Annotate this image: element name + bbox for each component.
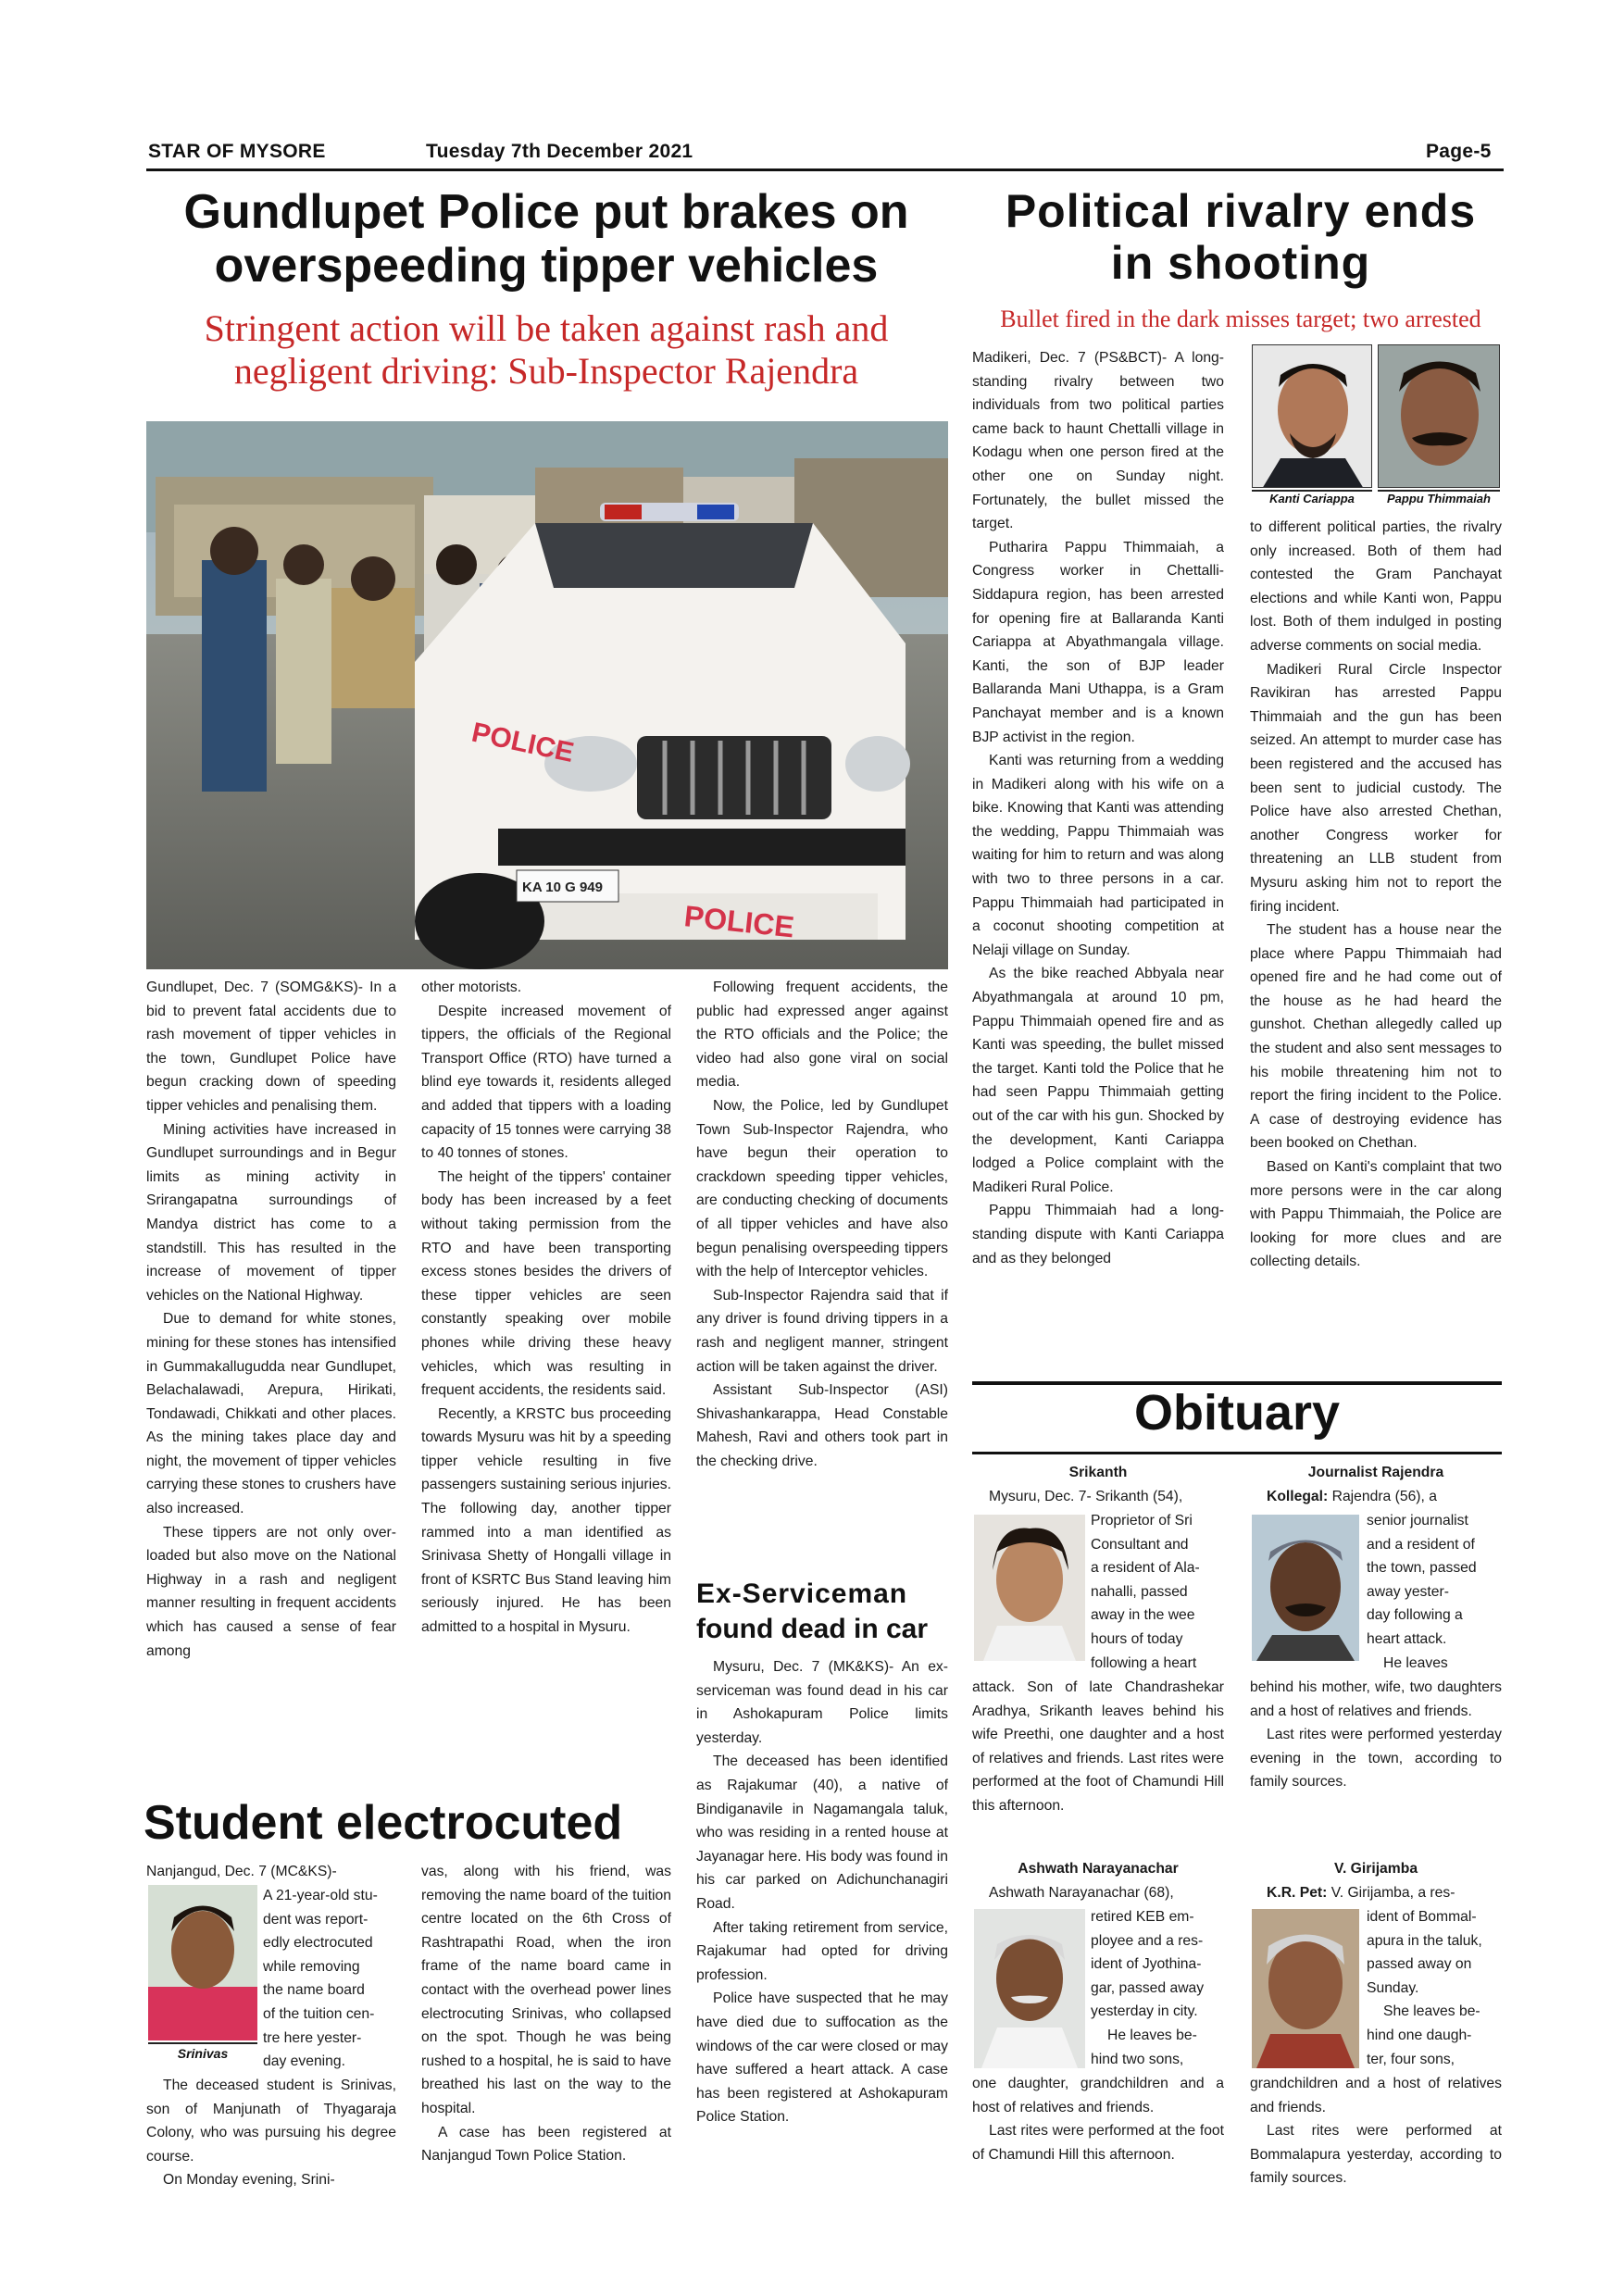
paragraph: After taking retirement from service, Rajakumar had opted for driving profession.	[696, 1919, 948, 1983]
obit-srikanth-rest: attack. Son of late Chandrashekar Aradhya, Srikanth leaves behind his wife Preethi, one daughter and a host of relatives and friends. Last rites were performed at the foot of Chamundi Hill this afternoon.	[972, 1679, 1224, 1814]
jeep-number-plate: KA 10 G 949	[522, 880, 603, 895]
student-body-col2	[421, 1860, 671, 2168]
paragraph: vas, along with his friend, was removing the name board of the tuition centre located on the 6th Cross of Rashtrapathi Road, when the iron frame of the name board came in contact with the overhead power lines electrocuting Srinivas, who collapsed on the spot. Though he was being rushed to a hospital, he is said to have breathed his last on the way to the hospital.	[421, 1864, 671, 2116]
exservice-headline: Ex-Serviceman found dead in car	[696, 1578, 929, 1644]
line: a resident of Ala-	[1091, 1560, 1200, 1577]
paragraph: Putharira Pappu Thimmaiah, a Congress worker in Chettalli-Siddapura region, has been arrested for opening fire at Ballaranda Kanti Cariappa at Abyathmangala village. Kanti, the son of BJP leader Ballaranda Mani Uthappa, is a Gram Panchayat member and is a known BJP activist in the region.	[972, 539, 1224, 745]
line: and a resident of	[1367, 1536, 1475, 1553]
obit-girijamba-name: V. Girijamba	[1333, 1861, 1418, 1877]
line: tre here yester-	[263, 2029, 362, 2046]
paragraph: The deceased has been identified as Rajakumar (40), a native of Bindiganavile in Nagamangala taluk, who was residing in a rented house at Jayanagar here. His body was found in his car parked on Adichunchanagiri Road.	[696, 1753, 948, 1912]
line: following a heart	[1091, 1654, 1197, 1671]
line: Sunday.	[1367, 1979, 1419, 1996]
exservice-body	[696, 1655, 948, 2129]
header-rule	[146, 168, 1504, 171]
obit-girijamba-rest: grandchildren and a host of relatives and friends. Last rites were performed at Bommalapura yesterday, according to family sources.	[1250, 2076, 1502, 2187]
paragraph: Due to demand for white stones, mining for these stones has intensified in Gummakallugudda near Gundlupet, Belachalawadi, Arepura, Hirikati, Tondawadi, Chikkati and other places. As the mining takes place day and night, the movement of tipper vehicles carrying these stones to crushers have also increased.	[146, 1311, 396, 1517]
paragraph: other motorists.	[421, 980, 522, 995]
student-photo	[148, 1885, 257, 2040]
line: passed away on	[1367, 1956, 1472, 1973]
pappu-thimmaiah-photo	[1378, 344, 1500, 488]
line: day following a	[1367, 1607, 1463, 1624]
paragraph: As the bike reached Abbyala near Abyathmangala at around 10 pm, Pappu Thimmaiah opened fire and as Kanti was speeding, the bullet missed the target. Kanti told the Police that he had seen Pappu Thimmaiah getting out of the car with his gun. Shocked by the development, Kanti Cariappa lodged a Police complaint with the Madikeri Rural Police.	[972, 966, 1224, 1195]
line: yesterday in city.	[1091, 2003, 1198, 2020]
page-number: Page-5	[1426, 141, 1492, 162]
kanti-cariappa-caption: Kanti Cariappa	[1252, 490, 1372, 505]
line: day evening.	[263, 2053, 345, 2070]
obit-srikanth-photo	[974, 1515, 1085, 1661]
paragraph: These tippers are not only over-loaded but also move on the National Highway in a rash and negligent manner resulting in frequent accidents which has caused a sense of fear among	[146, 1524, 396, 1659]
line: away in the wee	[1091, 1607, 1195, 1624]
line: She leaves be-	[1383, 2003, 1480, 2020]
line: edly electrocuted	[263, 1935, 373, 1952]
line: He leaves	[1383, 1654, 1448, 1671]
student-headline: Student electrocuted	[144, 1796, 623, 1850]
jeep-police-lettering-hood: POLICE	[468, 717, 577, 769]
obit-ashwath-first-line: Ashwath Narayanachar (68),	[989, 1885, 1174, 1901]
paragraph: Mysuru, Dec. 7 (MK&KS)- An ex-serviceman was found dead in his car in Ashokapuram Police limits yesterday.	[696, 1659, 948, 1746]
paragraph: Assistant Sub-Inspector (ASI) Shivashankarappa, Head Constable Mahesh, Ravi and others took part in the checking drive.	[696, 1382, 948, 1469]
obituary-heading-rule	[972, 1452, 1502, 1454]
obit-srikanth-first-line: Mysuru, Dec. 7- Srikanth (54),	[989, 1489, 1183, 1504]
kanti-cariappa-photo	[1252, 344, 1372, 488]
student-photo-caption: Srinivas	[148, 2042, 257, 2061]
paragraph: Kanti was returning from a wedding in Madikeri along with his wife on a bike. Knowing that Kanti was attending the wedding, Pappu Thimmaiah was waiting for him to return and was along with two to three persons in a car. Pappu Thimmaiah had participated in a coconut shooting competition at Nelaji village on Sunday.	[972, 753, 1224, 958]
paragraph: Pappu Thimmaiah had a long-standing dispute with Kanti Cariappa and as they belonged	[972, 1203, 1224, 1267]
paragraph: Sub-Inspector Rajendra said that if any driver is found driving tippers in a rash and negligent manner, stringent action will be taken against the driver.	[696, 1287, 948, 1375]
line: senior journalist	[1367, 1513, 1468, 1529]
line: Proprietor of Sri	[1091, 1513, 1193, 1529]
paragraph: Mining activities have increased in Gundlupet surroundings and in Begur limits as mining activity in Srirangapatna surroundings of Mandya district has come to a standstill. This has resulted in the increase of movement of tipper vehicles on the National Highway.	[146, 1121, 396, 1304]
obit-ashwath-name: Ashwath Narayanachar	[1018, 1861, 1179, 1877]
obit-ashwath-rest: one daughter, grandchildren and a host of relatives and friends. Last rites were performed at the foot of Chamundi Hill this afternoon.	[972, 2076, 1224, 2163]
obit-girijamba-first-line: K.R. Pet: V. Girijamba, a res-	[1267, 1885, 1455, 1901]
paragraph: Madikeri Rural Circle Inspector Ravikiran has arrested Pappu Thimmaiah and the gun has been seized. An attempt to murder case has been registered and the accused has been sent to judicial custody. The Police have also arrested Chethan, another Congress worker for threatening an LLB student from Mysuru asking him not to report the firing incident.	[1250, 661, 1502, 915]
political-subheadline: Bullet fired in the dark misses target; two arrested	[1000, 306, 1481, 332]
line: gar, passed away	[1091, 1979, 1205, 1996]
line: apura in the taluk,	[1367, 1932, 1482, 1949]
lead-subheadline: Stringent action will be taken against rash and negligent driving: Sub-Inspector Rajendra	[204, 307, 889, 392]
obit-srikanth-name: Srikanth	[1068, 1465, 1128, 1480]
masthead-paper-name: STAR OF MYSORE	[148, 141, 326, 162]
obit-girijamba-photo	[1252, 1909, 1359, 2068]
paragraph: A case has been registered at Nanjangud Town Police Station.	[421, 2124, 671, 2165]
obit-rajendra-rest: behind his mother, wife, two daughters and a host of relatives and friends. Last rites were performed yesterday evening in the town, according to family sources.	[1250, 1679, 1502, 1791]
paragraph: to different political parties, the rivalry only increased. Both of them had contested the Gram Panchayat elections and while Kanti won, Pappu lost. Both of them indulged in posting adverse comments on social media.	[1250, 519, 1502, 654]
obit-rajendra-wrap	[1367, 1509, 1502, 1675]
line: ident of Bommal-	[1367, 1909, 1477, 1925]
paragraph: Based on Kanti's complaint that two more persons were in the car along with Pappu Thimmaiah, the Police are looking for more clues and are collecting details.	[1250, 1159, 1502, 1270]
line: Nanjangud, Dec. 7 (MC&KS)-	[146, 1864, 337, 1879]
pappu-thimmaiah-caption: Pappu Thimmaiah	[1378, 490, 1500, 505]
line: heart attack.	[1367, 1630, 1447, 1647]
line: the town, passed	[1367, 1560, 1477, 1577]
obit-girijamba-wrap	[1367, 1905, 1502, 2071]
paragraph: Despite increased movement of tippers, the officials of the Regional Transport Office (RTO) have turned a blind eye towards it, residents alleged and added that tippers with a loading capacity of 15 tonnes were carrying 38 to 40 tonnes of stones.	[421, 1003, 671, 1162]
line: A 21-year-old stu-	[263, 1888, 378, 1903]
obit-rajendra-name: Journalist Rajendra	[1307, 1465, 1444, 1480]
line: hind one daugh-	[1367, 2027, 1472, 2043]
obit-rajendra-first-line: Kollegal: Rajendra (56), a	[1267, 1489, 1437, 1504]
paragraph: On Monday evening, Srini-	[163, 2172, 335, 2189]
student-lead-wrap-side	[263, 1884, 396, 2074]
lead-body-col3	[696, 976, 948, 1473]
political-body-col2	[1250, 516, 1502, 1274]
line: dent was report-	[263, 1911, 369, 1928]
lead-body-col1	[146, 976, 396, 1663]
line: while removing	[263, 1958, 360, 1975]
lead-body-col2	[421, 976, 671, 1640]
masthead-date: Tuesday 7th December 2021	[426, 141, 693, 162]
line: hours of today	[1091, 1630, 1183, 1647]
paragraph: Following frequent accidents, the public had expressed anger against the RTO officials and the Police; the video had also gone viral on social media.	[696, 980, 948, 1091]
paragraph: Recently, a KRSTC bus proceeding towards Mysuru was hit by a speeding tipper vehicle resulting in five passengers sustaining serious injuries. The following day, another tipper rammed into a man identified as Srinivasa Shetty of Hongalli village in front of KSRTC Bus Stand leaving him seriously injured. He has been admitted to a hospital in Mysuru.	[421, 1405, 671, 1636]
line: the name board	[263, 1982, 365, 1999]
line: away yester-	[1367, 1583, 1449, 1600]
line: ter, four sons,	[1367, 2051, 1455, 2067]
line: Consultant and	[1091, 1536, 1189, 1553]
line: ployee and a res-	[1091, 1932, 1204, 1949]
line: hind two sons,	[1091, 2051, 1184, 2067]
line: of the tuition cen-	[263, 2005, 375, 2022]
student-body-col1	[146, 2074, 396, 2192]
obit-srikanth-wrap	[1091, 1509, 1224, 1675]
line: ident of Jyothina-	[1091, 1956, 1202, 1973]
paragraph: The student has a house near the place where Pappu Thimmaiah had opened fire and he had come out of the house as he had heard the gunshot. Chethan allegedly called up the student and also sent messages to his mobile threatening him not to report the firing incident to the Police. A case of destroying evidence has been booked on Chethan.	[1250, 922, 1502, 1152]
paragraph: Madikeri, Dec. 7 (PS&BCT)- A long-standing rivalry between two individuals from two political parties came back to haunt Chettalli village in Kodagu when one person fired at the other one on Sunday night. Fortunately, the bullet missed the target.	[972, 350, 1224, 532]
lead-photo-police-jeep	[146, 421, 948, 969]
line: retired KEB em-	[1091, 1909, 1194, 1925]
student-lead-wrap	[146, 1860, 396, 1884]
paragraph: Now, the Police, led by Gundlupet Town Sub-Inspector Rajendra, who have begun their operation to crackdown speeding tipper vehicles, are conducting checking of documents of all tipper vehicles and have also begun penalising overspeeding tippers with the help of Interceptor vehicles.	[696, 1097, 948, 1280]
line: nahalli, passed	[1091, 1583, 1188, 1600]
political-body-col1	[972, 346, 1224, 1270]
paragraph: Gundlupet, Dec. 7 (SOMG&KS)- In a bid to prevent fatal accidents due to rash movement of tipper vehicles in the town, Gundlupet Police have begun cracking down of speeding tipper vehicles and penalising them.	[146, 980, 396, 1114]
obituary-heading: Obituary	[1133, 1385, 1341, 1441]
obit-rajendra-photo	[1252, 1515, 1359, 1661]
political-headline: Political rivalry ends in shooting	[1005, 185, 1477, 289]
jeep-police-lettering-bumper: POLICE	[682, 899, 796, 944]
obit-ashwath-photo	[974, 1909, 1085, 2068]
line: He leaves be-	[1107, 2027, 1197, 2043]
paragraph: The deceased student is Srinivas, son of Manjunath of Thyagaraja Colony, who was pursuing his degree course.	[146, 2078, 396, 2165]
paragraph: Police have suspected that he may have died due to suffocation as the windows of the car were closed or may have suffered a heart attack. A case has been registered at Ashokapuram Police Station.	[696, 1990, 948, 2126]
paragraph: The height of the tippers' container body has been increased by a feet without taking permission from the RTO and have been transporting excess stones besides the drivers of these tipper vehicles are seen constantly speaking over mobile phones while driving these heavy vehicles, which was resulting in frequent accidents, the residents said.	[421, 1168, 671, 1399]
obit-ashwath-wrap	[1091, 1905, 1224, 2071]
lead-headline: Gundlupet Police put brakes on overspeeding tipper vehicles	[183, 185, 909, 293]
